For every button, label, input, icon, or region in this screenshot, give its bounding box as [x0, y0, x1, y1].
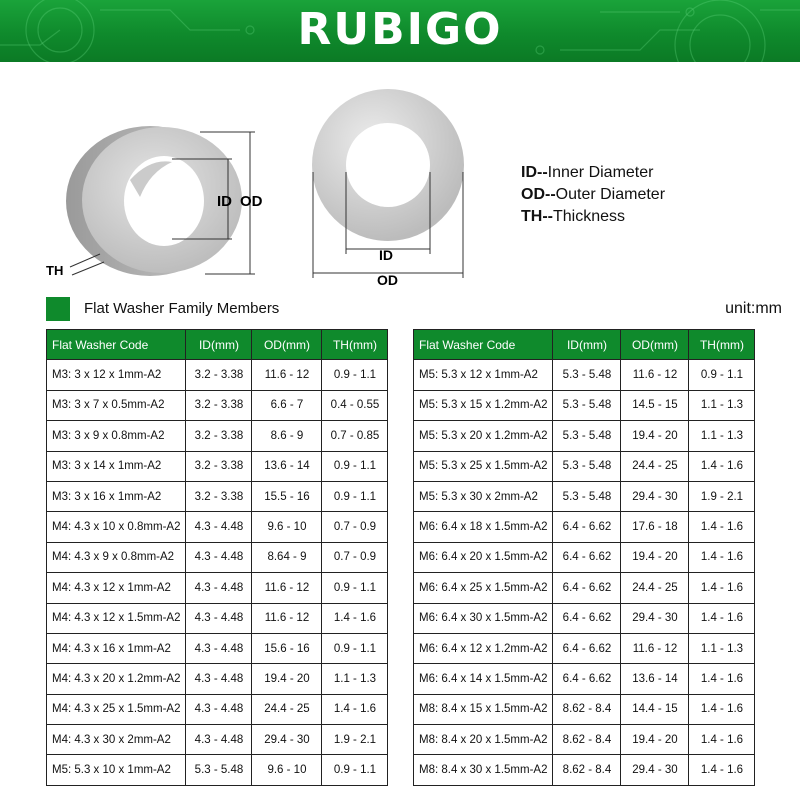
cell-code: M3: 3 x 9 x 0.8mm-A2 [47, 421, 186, 451]
cell-od: 11.6 - 12 [621, 360, 689, 390]
table-row [47, 390, 388, 420]
table-header [414, 330, 755, 360]
table-row [47, 481, 388, 511]
cell-code: M5: 5.3 x 10 x 1mm-A2 [47, 755, 186, 785]
cell-id: 6.4 - 6.62 [553, 664, 621, 694]
table-row [47, 360, 388, 390]
table-row [47, 633, 388, 663]
cell-id: 5.3 - 5.48 [553, 360, 621, 390]
cell-code: M4: 4.3 x 30 x 2mm-A2 [47, 725, 186, 755]
cell-id: 3.2 - 3.38 [186, 360, 252, 390]
cell-od: 19.4 - 20 [621, 542, 689, 572]
cell-code: M6: 6.4 x 12 x 1.2mm-A2 [414, 633, 553, 663]
cell-id: 4.3 - 4.48 [186, 542, 252, 572]
cell-id: 5.3 - 5.48 [553, 421, 621, 451]
table-row [47, 421, 388, 451]
table-row [414, 573, 755, 603]
cell-id: 5.3 - 5.48 [553, 390, 621, 420]
cell-th: 1.9 - 2.1 [322, 725, 388, 755]
unit-label: unit:mm [725, 300, 782, 317]
cell-th: 1.4 - 1.6 [689, 451, 755, 481]
cell-code: M5: 5.3 x 12 x 1mm-A2 [414, 360, 553, 390]
cell-th: 1.1 - 1.3 [689, 421, 755, 451]
cell-id: 6.4 - 6.62 [553, 512, 621, 542]
cell-th: 0.9 - 1.1 [322, 360, 388, 390]
cell-id: 5.3 - 5.48 [553, 451, 621, 481]
cell-code: M8: 8.4 x 15 x 1.5mm-A2 [414, 694, 553, 724]
cell-th: 0.7 - 0.85 [322, 421, 388, 451]
legend-th: TH--Thickness [521, 208, 626, 225]
cell-th: 1.1 - 1.3 [689, 633, 755, 663]
dimension-legend [521, 162, 665, 228]
cell-id: 4.3 - 4.48 [186, 603, 252, 633]
cell-th: 1.4 - 1.6 [689, 755, 755, 785]
table-row [414, 451, 755, 481]
cell-id: 6.4 - 6.62 [553, 573, 621, 603]
table-row [47, 542, 388, 572]
cell-th: 0.9 - 1.1 [322, 481, 388, 511]
cell-id: 4.3 - 4.48 [186, 512, 252, 542]
cell-code: M8: 8.4 x 30 x 1.5mm-A2 [414, 755, 553, 785]
table-row [414, 390, 755, 420]
cell-od: 6.6 - 7 [252, 390, 322, 420]
cell-th: 0.7 - 0.9 [322, 512, 388, 542]
table-header [47, 330, 388, 360]
cell-od: 24.4 - 25 [621, 573, 689, 603]
cell-id: 4.3 - 4.48 [186, 573, 252, 603]
cell-od: 13.6 - 14 [252, 451, 322, 481]
cell-id: 6.4 - 6.62 [553, 603, 621, 633]
cell-code: M4: 4.3 x 12 x 1.5mm-A2 [47, 603, 186, 633]
cell-th: 0.9 - 1.1 [322, 633, 388, 663]
spec-table-right [413, 329, 755, 786]
cell-code: M5: 5.3 x 25 x 1.5mm-A2 [414, 451, 553, 481]
cell-od: 29.4 - 30 [621, 603, 689, 633]
cell-th: 1.4 - 1.6 [689, 542, 755, 572]
cell-od: 15.6 - 16 [252, 633, 322, 663]
cell-od: 19.4 - 20 [621, 421, 689, 451]
cell-od: 24.4 - 25 [252, 694, 322, 724]
cell-id: 3.2 - 3.38 [186, 481, 252, 511]
od-label-left: OD [240, 193, 263, 210]
cell-od: 8.6 - 9 [252, 421, 322, 451]
id-label-left: ID [217, 193, 232, 210]
table-row [414, 512, 755, 542]
legend-id: ID--Inner Diameter [521, 164, 654, 181]
cell-id: 5.3 - 5.48 [553, 481, 621, 511]
cell-od: 14.4 - 15 [621, 694, 689, 724]
cell-id: 3.2 - 3.38 [186, 421, 252, 451]
cell-od: 14.5 - 15 [621, 390, 689, 420]
cell-code: M4: 4.3 x 9 x 0.8mm-A2 [47, 542, 186, 572]
cell-code: M6: 6.4 x 20 x 1.5mm-A2 [414, 542, 553, 572]
table-row [414, 421, 755, 451]
table-row [414, 633, 755, 663]
cell-od: 24.4 - 25 [621, 451, 689, 481]
col-header-od: OD(mm) [252, 330, 322, 360]
cell-code: M4: 4.3 x 10 x 0.8mm-A2 [47, 512, 186, 542]
cell-id: 6.4 - 6.62 [553, 633, 621, 663]
green-square-icon [46, 297, 70, 321]
table-row [414, 360, 755, 390]
cell-code: M8: 8.4 x 20 x 1.5mm-A2 [414, 725, 553, 755]
col-header-od: OD(mm) [621, 330, 689, 360]
table-row [47, 451, 388, 481]
table-row [47, 755, 388, 785]
cell-code: M5: 5.3 x 30 x 2mm-A2 [414, 481, 553, 511]
cell-od: 13.6 - 14 [621, 664, 689, 694]
cell-th: 1.1 - 1.3 [689, 390, 755, 420]
th-label: TH [46, 263, 64, 278]
cell-od: 19.4 - 20 [621, 725, 689, 755]
cell-th: 1.4 - 1.6 [689, 573, 755, 603]
cell-id: 4.3 - 4.48 [186, 725, 252, 755]
table-row [47, 573, 388, 603]
cell-code: M5: 5.3 x 20 x 1.2mm-A2 [414, 421, 553, 451]
cell-od: 29.4 - 30 [252, 725, 322, 755]
table-row [414, 755, 755, 785]
washer-diagram [0, 62, 800, 294]
table-row [414, 542, 755, 572]
cell-th: 1.4 - 1.6 [322, 694, 388, 724]
cell-th: 1.4 - 1.6 [322, 603, 388, 633]
cell-code: M4: 4.3 x 20 x 1.2mm-A2 [47, 664, 186, 694]
table-row [47, 664, 388, 694]
cell-od: 29.4 - 30 [621, 481, 689, 511]
table-row [47, 512, 388, 542]
cell-th: 1.9 - 2.1 [689, 481, 755, 511]
cell-id: 8.62 - 8.4 [553, 694, 621, 724]
cell-code: M4: 4.3 x 25 x 1.5mm-A2 [47, 694, 186, 724]
cell-code: M3: 3 x 14 x 1mm-A2 [47, 451, 186, 481]
cell-id: 5.3 - 5.48 [186, 755, 252, 785]
table-row [47, 603, 388, 633]
cell-id: 3.2 - 3.38 [186, 390, 252, 420]
cell-od: 11.6 - 12 [252, 360, 322, 390]
cell-code: M6: 6.4 x 14 x 1.5mm-A2 [414, 664, 553, 694]
cell-th: 1.1 - 1.3 [322, 664, 388, 694]
cell-code: M4: 4.3 x 12 x 1mm-A2 [47, 573, 186, 603]
cell-od: 29.4 - 30 [621, 755, 689, 785]
legend-od: OD--Outer Diameter [521, 186, 666, 203]
spec-table-left [46, 329, 388, 786]
cell-code: M3: 3 x 12 x 1mm-A2 [47, 360, 186, 390]
cell-od: 17.6 - 18 [621, 512, 689, 542]
cell-id: 3.2 - 3.38 [186, 451, 252, 481]
col-header-id: ID(mm) [186, 330, 252, 360]
col-header-code: Flat Washer Code [414, 330, 553, 360]
cell-th: 0.4 - 0.55 [322, 390, 388, 420]
cell-th: 0.7 - 0.9 [322, 542, 388, 572]
cell-code: M5: 5.3 x 15 x 1.2mm-A2 [414, 390, 553, 420]
cell-od: 11.6 - 12 [252, 573, 322, 603]
cell-id: 8.62 - 8.4 [553, 725, 621, 755]
table-row [414, 664, 755, 694]
cell-od: 9.6 - 10 [252, 755, 322, 785]
col-header-id: ID(mm) [553, 330, 621, 360]
col-header-th: TH(mm) [689, 330, 755, 360]
cell-od: 19.4 - 20 [252, 664, 322, 694]
table-row [414, 481, 755, 511]
cell-code: M6: 6.4 x 25 x 1.5mm-A2 [414, 573, 553, 603]
cell-id: 6.4 - 6.62 [553, 542, 621, 572]
cell-id: 4.3 - 4.48 [186, 664, 252, 694]
col-header-code: Flat Washer Code [47, 330, 186, 360]
cell-th: 1.4 - 1.6 [689, 603, 755, 633]
cell-th: 1.4 - 1.6 [689, 664, 755, 694]
cell-code: M6: 6.4 x 30 x 1.5mm-A2 [414, 603, 553, 633]
cell-th: 1.4 - 1.6 [689, 694, 755, 724]
cell-code: M6: 6.4 x 18 x 1.5mm-A2 [414, 512, 553, 542]
cell-od: 15.5 - 16 [252, 481, 322, 511]
brand-logo: RUBIGO [297, 4, 503, 55]
cell-th: 1.4 - 1.6 [689, 725, 755, 755]
table-row [414, 725, 755, 755]
cell-th: 1.4 - 1.6 [689, 512, 755, 542]
cell-code: M4: 4.3 x 16 x 1mm-A2 [47, 633, 186, 663]
table-row [414, 694, 755, 724]
cell-th: 0.9 - 1.1 [322, 755, 388, 785]
cell-od: 9.6 - 10 [252, 512, 322, 542]
cell-id: 4.3 - 4.48 [186, 694, 252, 724]
table-row [47, 694, 388, 724]
col-header-th: TH(mm) [322, 330, 388, 360]
cell-id: 8.62 - 8.4 [553, 755, 621, 785]
washer-side-view [66, 126, 242, 276]
brand-banner [0, 0, 800, 62]
od-label-right: OD [377, 272, 398, 288]
cell-id: 4.3 - 4.48 [186, 633, 252, 663]
section-title: Flat Washer Family Members [84, 300, 280, 317]
cell-th: 0.9 - 1.1 [689, 360, 755, 390]
cell-od: 11.6 - 12 [621, 633, 689, 663]
cell-od: 11.6 - 12 [252, 603, 322, 633]
cell-code: M3: 3 x 16 x 1mm-A2 [47, 481, 186, 511]
cell-code: M3: 3 x 7 x 0.5mm-A2 [47, 390, 186, 420]
washer-front-view [312, 89, 464, 241]
table-row [47, 725, 388, 755]
cell-od: 8.64 - 9 [252, 542, 322, 572]
table-row [414, 603, 755, 633]
cell-th: 0.9 - 1.1 [322, 573, 388, 603]
cell-th: 0.9 - 1.1 [322, 451, 388, 481]
id-label-right: ID [379, 247, 393, 263]
